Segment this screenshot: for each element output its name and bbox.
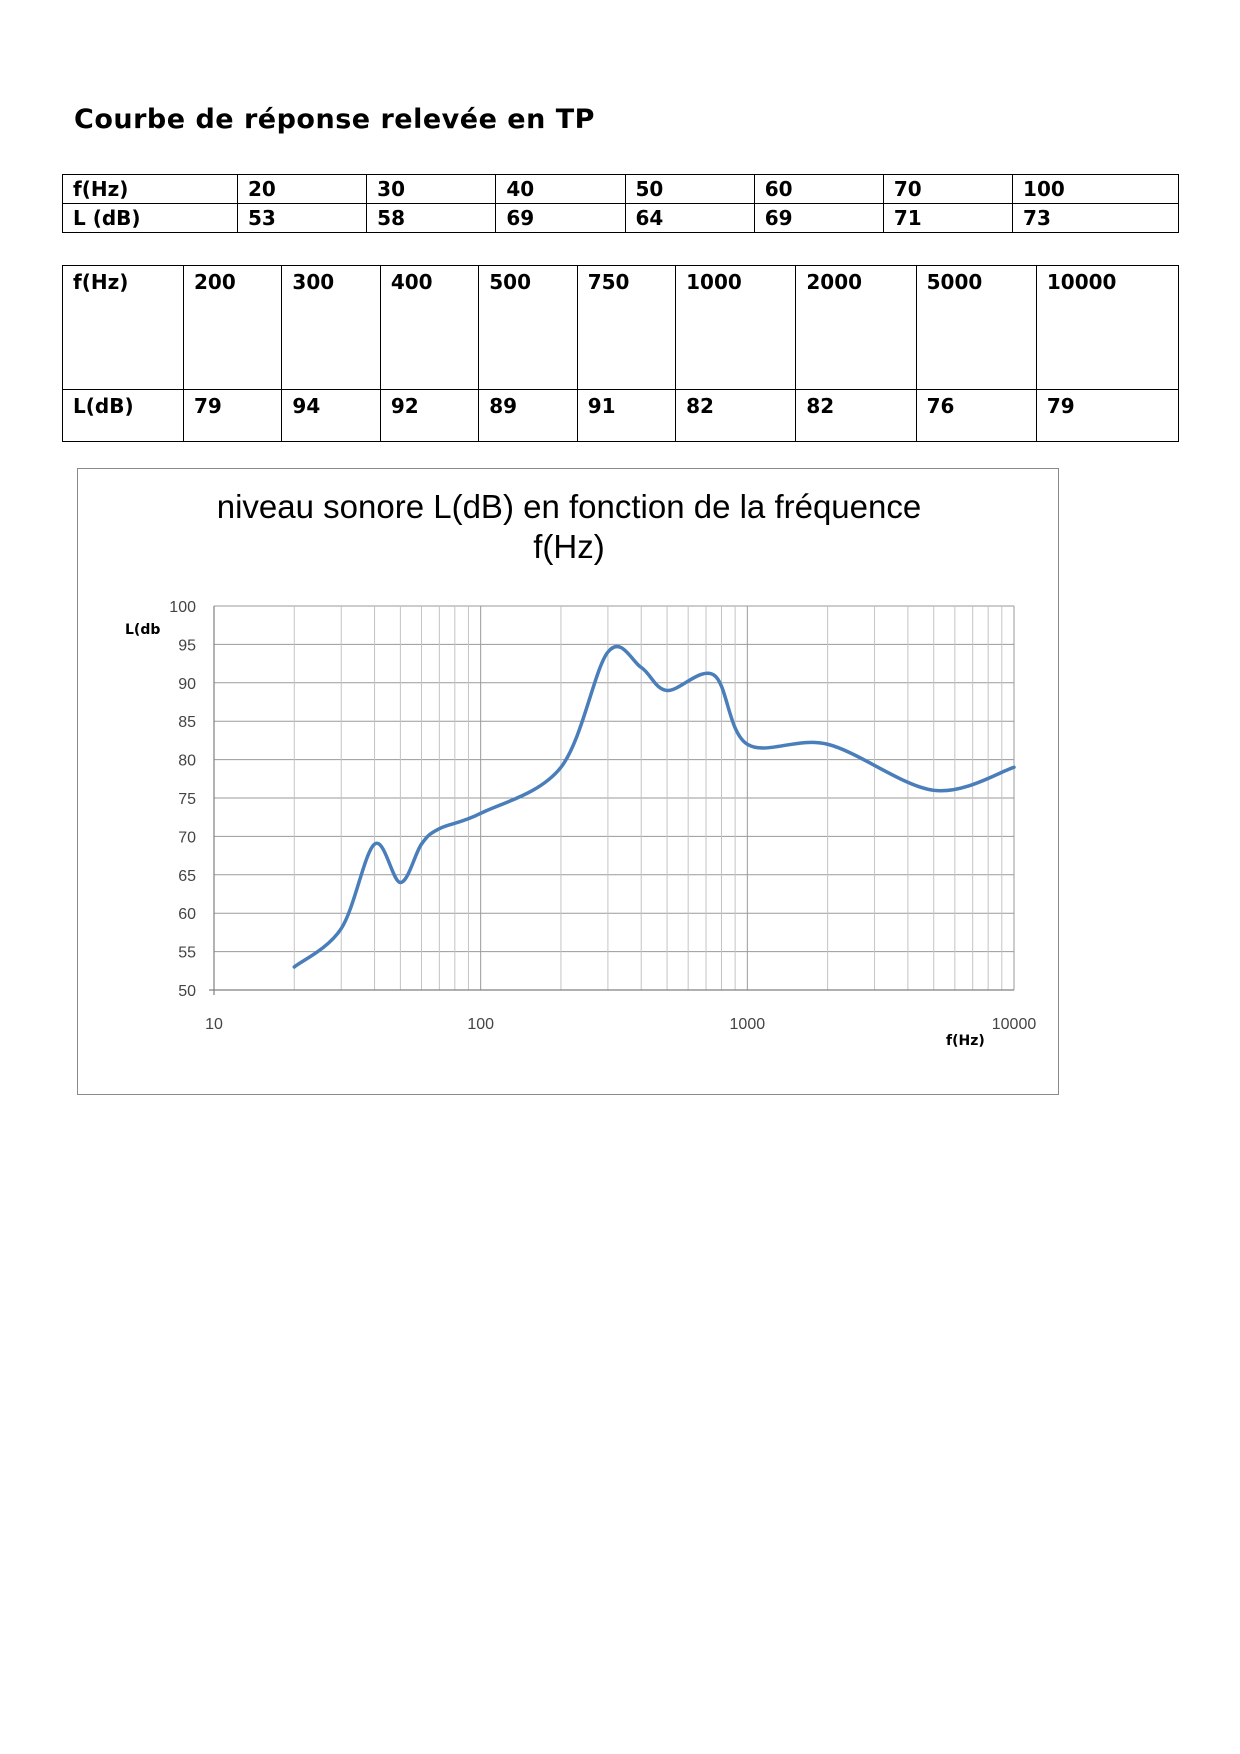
chart-frame [77,468,1059,1095]
table-row-frequency [63,175,1179,204]
y-tick-label: 65 [178,867,196,885]
table-cell: 58 [367,204,496,233]
table-cell: f(Hz) [63,266,184,390]
table-cell: 91 [577,390,675,442]
table-cell: 79 [1036,390,1178,442]
table-cell: 500 [479,266,577,390]
chart-title-line-2: f(Hz) [533,528,605,565]
y-tick-label: 95 [178,637,196,655]
table-cell: 53 [238,204,367,233]
y-tick-label: 100 [169,599,196,616]
table-row-frequency [63,266,1179,390]
table-cell: 400 [380,266,478,390]
table-cell: 20 [238,175,367,204]
table-cell: 2000 [796,266,916,390]
measurement-table-high [62,265,1179,442]
table-cell: L (dB) [63,204,238,233]
table-cell: 30 [367,175,496,204]
table-cell: 69 [496,204,625,233]
table-cell: 50 [625,175,754,204]
y-tick-label: 80 [178,752,196,770]
y-axis-label: L(db [125,622,161,638]
table-cell: 79 [184,390,282,442]
table-cell: 82 [676,390,796,442]
table-cell: 89 [479,390,577,442]
y-tick-label: 70 [178,829,196,847]
table-cell: 5000 [916,266,1036,390]
table-cell: 76 [916,390,1036,442]
table-cell: 1000 [676,266,796,390]
table-cell: 300 [282,266,380,390]
table-cell: 82 [796,390,916,442]
y-tick-label: 85 [178,714,196,732]
table-cell: 71 [883,204,1012,233]
table-cell: 60 [754,175,883,204]
table-row-level [63,390,1179,442]
table-cell: 100 [1013,175,1179,204]
table-cell: 750 [577,266,675,390]
x-tick-label: 1000 [729,1016,766,1033]
chart-series [294,647,1014,967]
table-cell: 200 [184,266,282,390]
table-cell: 92 [380,390,478,442]
y-tick-label: 75 [178,791,196,808]
chart-title [78,487,1060,567]
y-tick-label: 90 [178,675,196,693]
y-tick-label: 50 [178,983,196,1000]
chart-grid [209,606,1014,995]
table-cell: 40 [496,175,625,204]
x-tick-label: 100 [467,1016,495,1033]
y-tick-label: 60 [178,906,196,924]
table-cell: 69 [754,204,883,233]
x-tick-label: 10000 [991,1016,1037,1033]
table-cell: 70 [883,175,1012,204]
series-line [294,647,1014,967]
table-cell: 94 [282,390,380,442]
x-axis-label: f(Hz) [946,1033,985,1049]
page-title: Courbe de réponse relevée en TP [74,104,595,135]
measurement-table-low [62,174,1179,233]
table-cell: 64 [625,204,754,233]
y-tick-label: 55 [178,944,196,962]
x-tick-label: 10 [205,1016,223,1033]
table-cell: 73 [1013,204,1179,233]
table-cell: 10000 [1036,266,1178,390]
table-row-level [63,204,1179,233]
table-cell: L(dB) [63,390,184,442]
table-cell: f(Hz) [63,175,238,204]
chart-title-line-1: niveau sonore L(dB) en fonction de la fréquence [216,488,922,525]
